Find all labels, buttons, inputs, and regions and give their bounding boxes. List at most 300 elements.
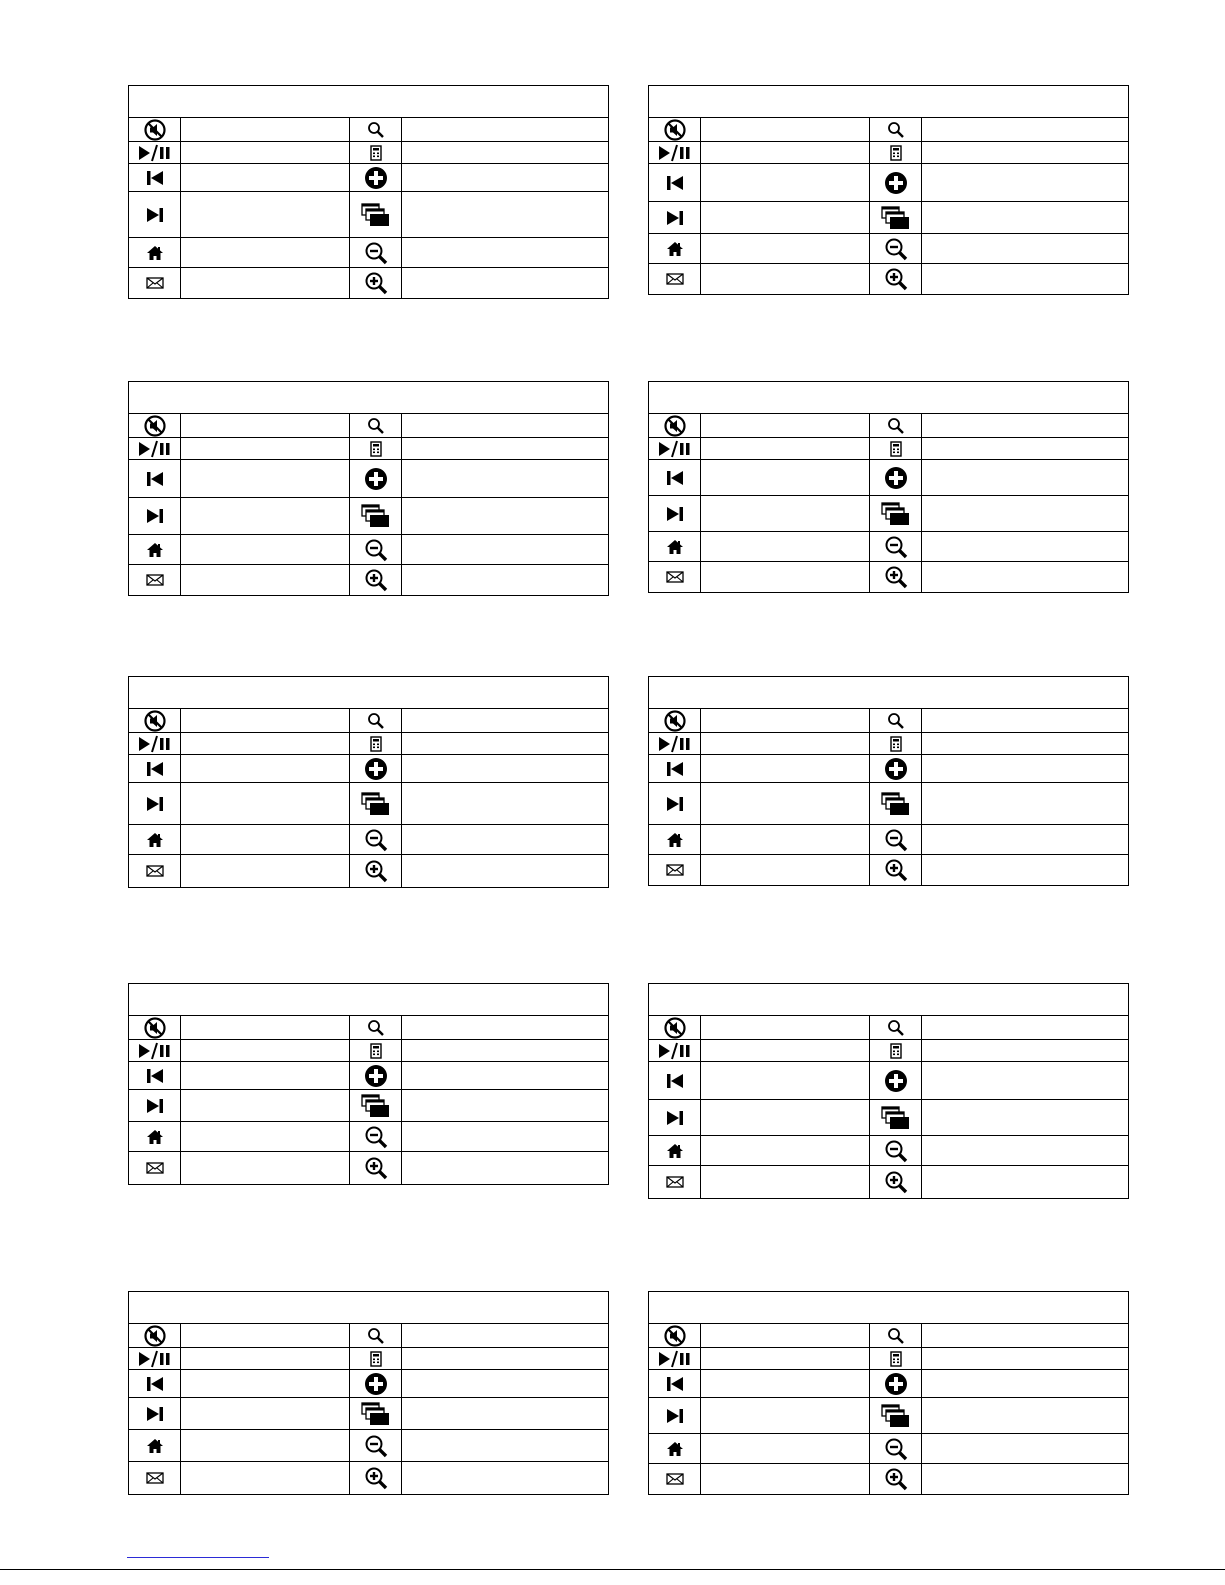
table-row (129, 1122, 608, 1152)
mute-icon (649, 414, 701, 437)
table-row (129, 755, 608, 783)
shortcut-label (181, 825, 350, 854)
table-row (649, 825, 1128, 855)
table-row (649, 1062, 1128, 1100)
table-row (129, 1016, 608, 1040)
next-track-icon (129, 498, 181, 534)
shortcut-label (922, 1398, 1128, 1433)
table-row (129, 855, 608, 887)
home-icon (649, 1434, 701, 1463)
search-icon (870, 709, 922, 732)
shortcut-label (701, 234, 870, 263)
shortcut-label (181, 238, 350, 267)
shortcut-label (402, 164, 608, 191)
shortcut-label (402, 268, 608, 298)
shortcut-label (701, 1062, 870, 1099)
windows-icon (350, 498, 402, 534)
shortcut-table (648, 381, 1129, 593)
shortcut-table (648, 85, 1129, 295)
shortcut-label (402, 1062, 608, 1089)
table-row (649, 733, 1128, 755)
table-row (649, 496, 1128, 532)
play-pause-icon (129, 1040, 181, 1061)
shortcut-label (922, 1324, 1128, 1347)
table-row (649, 460, 1128, 496)
table-row (649, 562, 1128, 592)
search-icon (870, 1016, 922, 1039)
shortcut-label (402, 535, 608, 564)
shortcut-label (922, 825, 1128, 854)
mail-icon (649, 855, 701, 885)
add-icon (350, 755, 402, 782)
shortcut-label (701, 460, 870, 495)
shortcut-label (922, 234, 1128, 263)
windows-icon (870, 496, 922, 531)
previous-track-icon (129, 460, 181, 497)
windows-icon (350, 783, 402, 824)
table-row (649, 855, 1128, 885)
mail-icon (129, 855, 181, 887)
table-row (649, 1434, 1128, 1464)
home-icon (649, 532, 701, 561)
search-icon (350, 1324, 402, 1347)
add-icon (350, 460, 402, 497)
shortcut-label (922, 1016, 1128, 1039)
mail-icon (129, 565, 181, 595)
table-row (649, 118, 1128, 142)
shortcut-label (402, 1348, 608, 1369)
table-row (129, 268, 608, 298)
table-row (129, 142, 608, 164)
shortcut-label (402, 118, 608, 141)
shortcut-label (922, 1100, 1128, 1135)
next-track-icon (649, 1398, 701, 1433)
zoom-in-icon (870, 855, 922, 885)
table-row (649, 1136, 1128, 1166)
shortcut-table (648, 983, 1129, 1199)
shortcut-label (922, 164, 1128, 201)
shortcut-label (402, 755, 608, 782)
table-title (129, 1292, 608, 1324)
add-icon (870, 1370, 922, 1397)
shortcut-label (922, 709, 1128, 732)
shortcut-label (701, 855, 870, 885)
table-row (129, 498, 608, 535)
shortcut-label (701, 202, 870, 233)
shortcut-table (128, 983, 609, 1185)
previous-track-icon (649, 1370, 701, 1397)
shortcut-label (922, 438, 1128, 459)
shortcut-label (181, 1016, 350, 1039)
shortcut-label (701, 414, 870, 437)
table-row (129, 733, 608, 755)
previous-track-icon (649, 460, 701, 495)
mail-icon (649, 562, 701, 592)
table-row (129, 825, 608, 855)
previous-track-icon (129, 1062, 181, 1089)
calculator-icon (870, 733, 922, 754)
table-row (129, 1062, 608, 1090)
footer-link[interactable] (127, 1557, 269, 1558)
mute-icon (129, 709, 181, 732)
table-row (129, 438, 608, 460)
shortcut-label (402, 414, 608, 437)
shortcut-label (922, 1166, 1128, 1198)
shortcut-label (181, 733, 350, 754)
zoom-out-icon (870, 1434, 922, 1463)
search-icon (350, 709, 402, 732)
home-icon (129, 825, 181, 854)
shortcut-label (701, 709, 870, 732)
add-icon (350, 164, 402, 191)
previous-track-icon (129, 1370, 181, 1397)
table-row (129, 414, 608, 438)
table-row (649, 414, 1128, 438)
shortcut-label (701, 733, 870, 754)
shortcut-label (701, 1434, 870, 1463)
windows-icon (350, 192, 402, 237)
shortcut-label (922, 755, 1128, 782)
shortcut-table (648, 1291, 1129, 1495)
search-icon (350, 414, 402, 437)
table-title (649, 984, 1128, 1016)
previous-track-icon (649, 1062, 701, 1099)
windows-icon (870, 783, 922, 824)
shortcut-label (922, 733, 1128, 754)
windows-icon (870, 1398, 922, 1433)
shortcut-table (128, 85, 609, 299)
shortcut-label (701, 264, 870, 294)
home-icon (649, 1136, 701, 1165)
shortcut-label (402, 565, 608, 595)
zoom-out-icon (350, 1122, 402, 1151)
shortcut-label (181, 709, 350, 732)
table-row (649, 1324, 1128, 1348)
next-track-icon (649, 202, 701, 233)
search-icon (350, 118, 402, 141)
shortcut-label (922, 1136, 1128, 1165)
shortcut-label (701, 496, 870, 531)
table-row (649, 709, 1128, 733)
play-pause-icon (649, 142, 701, 163)
shortcut-label (701, 1370, 870, 1397)
calculator-icon (350, 438, 402, 459)
zoom-in-icon (350, 1152, 402, 1184)
play-pause-icon (649, 1040, 701, 1061)
zoom-out-icon (350, 1430, 402, 1461)
zoom-out-icon (870, 1136, 922, 1165)
shortcut-table (128, 381, 609, 596)
shortcut-label (701, 1166, 870, 1198)
shortcut-label (181, 535, 350, 564)
shortcut-label (402, 1462, 608, 1494)
zoom-out-icon (870, 825, 922, 854)
shortcut-label (701, 1464, 870, 1494)
mail-icon (649, 1166, 701, 1198)
shortcut-label (922, 783, 1128, 824)
table-row (129, 709, 608, 733)
table-row (129, 192, 608, 238)
table-row (649, 1370, 1128, 1398)
zoom-in-icon (350, 1462, 402, 1494)
add-icon (870, 1062, 922, 1099)
shortcut-label (181, 1152, 350, 1184)
calculator-icon (870, 142, 922, 163)
table-title (649, 1292, 1128, 1324)
table-row (129, 535, 608, 565)
zoom-in-icon (870, 562, 922, 592)
table-row (649, 202, 1128, 234)
shortcut-label (922, 855, 1128, 885)
previous-track-icon (649, 755, 701, 782)
shortcut-label (922, 264, 1128, 294)
shortcut-table (128, 676, 609, 888)
shortcut-label (181, 1040, 350, 1061)
shortcut-label (701, 825, 870, 854)
table-title (129, 382, 608, 414)
mute-icon (129, 414, 181, 437)
zoom-out-icon (870, 234, 922, 263)
zoom-out-icon (350, 825, 402, 854)
shortcut-label (701, 142, 870, 163)
next-track-icon (129, 1090, 181, 1121)
shortcut-label (922, 1464, 1128, 1494)
windows-icon (350, 1090, 402, 1121)
mail-icon (129, 1462, 181, 1494)
shortcut-label (402, 1152, 608, 1184)
shortcut-label (402, 238, 608, 267)
shortcut-label (402, 438, 608, 459)
shortcut-label (922, 1040, 1128, 1061)
shortcut-label (402, 1122, 608, 1151)
shortcut-label (701, 1348, 870, 1369)
table-row (129, 783, 608, 825)
shortcut-label (181, 1122, 350, 1151)
play-pause-icon (129, 142, 181, 163)
table-row (129, 164, 608, 192)
calculator-icon (350, 142, 402, 163)
mute-icon (129, 1324, 181, 1347)
shortcut-label (181, 565, 350, 595)
shortcut-label (402, 733, 608, 754)
table-row (129, 460, 608, 498)
windows-icon (350, 1398, 402, 1429)
shortcut-label (922, 142, 1128, 163)
shortcut-label (181, 1398, 350, 1429)
mute-icon (129, 1016, 181, 1039)
table-row (129, 1152, 608, 1184)
shortcut-label (181, 192, 350, 237)
shortcut-label (922, 562, 1128, 592)
shortcut-label (402, 1040, 608, 1061)
mail-icon (649, 264, 701, 294)
shortcut-label (181, 1062, 350, 1089)
shortcut-label (701, 532, 870, 561)
shortcut-label (402, 1398, 608, 1429)
shortcut-label (402, 825, 608, 854)
shortcut-label (922, 1348, 1128, 1369)
shortcut-label (701, 164, 870, 201)
zoom-in-icon (350, 268, 402, 298)
mute-icon (649, 709, 701, 732)
shortcut-label (701, 1040, 870, 1061)
zoom-out-icon (350, 238, 402, 267)
mute-icon (649, 1016, 701, 1039)
windows-icon (870, 1100, 922, 1135)
shortcut-label (181, 1348, 350, 1369)
table-row (649, 783, 1128, 825)
shortcut-label (922, 118, 1128, 141)
previous-track-icon (129, 164, 181, 191)
next-track-icon (129, 783, 181, 824)
shortcut-label (181, 268, 350, 298)
shortcut-label (402, 1370, 608, 1397)
table-row (129, 1462, 608, 1494)
shortcut-label (402, 1430, 608, 1461)
shortcut-label (181, 1370, 350, 1397)
calculator-icon (350, 733, 402, 754)
shortcut-label (701, 1016, 870, 1039)
shortcut-label (701, 1136, 870, 1165)
add-icon (350, 1370, 402, 1397)
calculator-icon (870, 1348, 922, 1369)
shortcut-label (922, 532, 1128, 561)
previous-track-icon (129, 755, 181, 782)
shortcut-label (181, 460, 350, 497)
search-icon (870, 118, 922, 141)
shortcut-label (922, 460, 1128, 495)
table-row (129, 1090, 608, 1122)
table-row (129, 1348, 608, 1370)
home-icon (649, 234, 701, 263)
add-icon (870, 755, 922, 782)
table-title (649, 677, 1128, 709)
next-track-icon (649, 1100, 701, 1135)
shortcut-label (181, 1430, 350, 1461)
table-row (649, 1464, 1128, 1494)
table-row (649, 164, 1128, 202)
shortcut-label (181, 414, 350, 437)
table-row (649, 1348, 1128, 1370)
calculator-icon (870, 1040, 922, 1061)
shortcut-label (701, 1398, 870, 1433)
zoom-in-icon (350, 565, 402, 595)
play-pause-icon (129, 733, 181, 754)
table-title (649, 86, 1128, 118)
search-icon (870, 414, 922, 437)
zoom-in-icon (870, 1464, 922, 1494)
add-icon (870, 460, 922, 495)
shortcut-label (402, 460, 608, 497)
table-row (649, 1016, 1128, 1040)
zoom-in-icon (870, 1166, 922, 1198)
play-pause-icon (129, 438, 181, 459)
table-row (129, 1040, 608, 1062)
shortcut-label (922, 1370, 1128, 1397)
shortcut-label (701, 562, 870, 592)
table-row (129, 1324, 608, 1348)
table-row (649, 1040, 1128, 1062)
shortcut-label (181, 1090, 350, 1121)
zoom-in-icon (350, 855, 402, 887)
table-row (129, 118, 608, 142)
shortcut-label (922, 414, 1128, 437)
mail-icon (129, 268, 181, 298)
shortcut-label (701, 755, 870, 782)
previous-track-icon (649, 164, 701, 201)
shortcut-label (402, 783, 608, 824)
next-track-icon (649, 496, 701, 531)
calculator-icon (350, 1348, 402, 1369)
next-track-icon (129, 1398, 181, 1429)
home-icon (129, 535, 181, 564)
shortcut-label (701, 438, 870, 459)
shortcut-label (402, 1016, 608, 1039)
table-title (129, 984, 608, 1016)
add-icon (350, 1062, 402, 1089)
search-icon (350, 1016, 402, 1039)
table-row (649, 1100, 1128, 1136)
play-pause-icon (649, 1348, 701, 1369)
shortcut-label (402, 1324, 608, 1347)
table-row (649, 142, 1128, 164)
home-icon (649, 825, 701, 854)
shortcut-label (701, 118, 870, 141)
mail-icon (129, 1152, 181, 1184)
shortcut-label (181, 142, 350, 163)
shortcut-label (402, 1090, 608, 1121)
home-icon (129, 1122, 181, 1151)
windows-icon (870, 202, 922, 233)
zoom-out-icon (870, 532, 922, 561)
play-pause-icon (129, 1348, 181, 1369)
shortcut-label (922, 1062, 1128, 1099)
table-row (649, 264, 1128, 294)
shortcut-label (922, 202, 1128, 233)
shortcut-label (181, 855, 350, 887)
table-row (129, 1430, 608, 1462)
shortcut-label (181, 783, 350, 824)
shortcut-table (128, 1291, 609, 1495)
mute-icon (649, 1324, 701, 1347)
shortcut-label (181, 438, 350, 459)
search-icon (870, 1324, 922, 1347)
add-icon (870, 164, 922, 201)
table-row (649, 438, 1128, 460)
shortcut-label (701, 1324, 870, 1347)
shortcut-label (922, 496, 1128, 531)
table-row (129, 238, 608, 268)
shortcut-label (402, 709, 608, 732)
home-icon (129, 1430, 181, 1461)
home-icon (129, 238, 181, 267)
table-title (129, 677, 608, 709)
table-row (129, 1370, 608, 1398)
shortcut-label (922, 1434, 1128, 1463)
table-row (649, 532, 1128, 562)
shortcut-label (181, 498, 350, 534)
calculator-icon (870, 438, 922, 459)
shortcut-label (181, 755, 350, 782)
shortcut-label (181, 118, 350, 141)
play-pause-icon (649, 733, 701, 754)
table-row (129, 1398, 608, 1430)
mute-icon (129, 118, 181, 141)
shortcut-label (402, 192, 608, 237)
table-title (129, 86, 608, 118)
play-pause-icon (649, 438, 701, 459)
next-track-icon (649, 783, 701, 824)
